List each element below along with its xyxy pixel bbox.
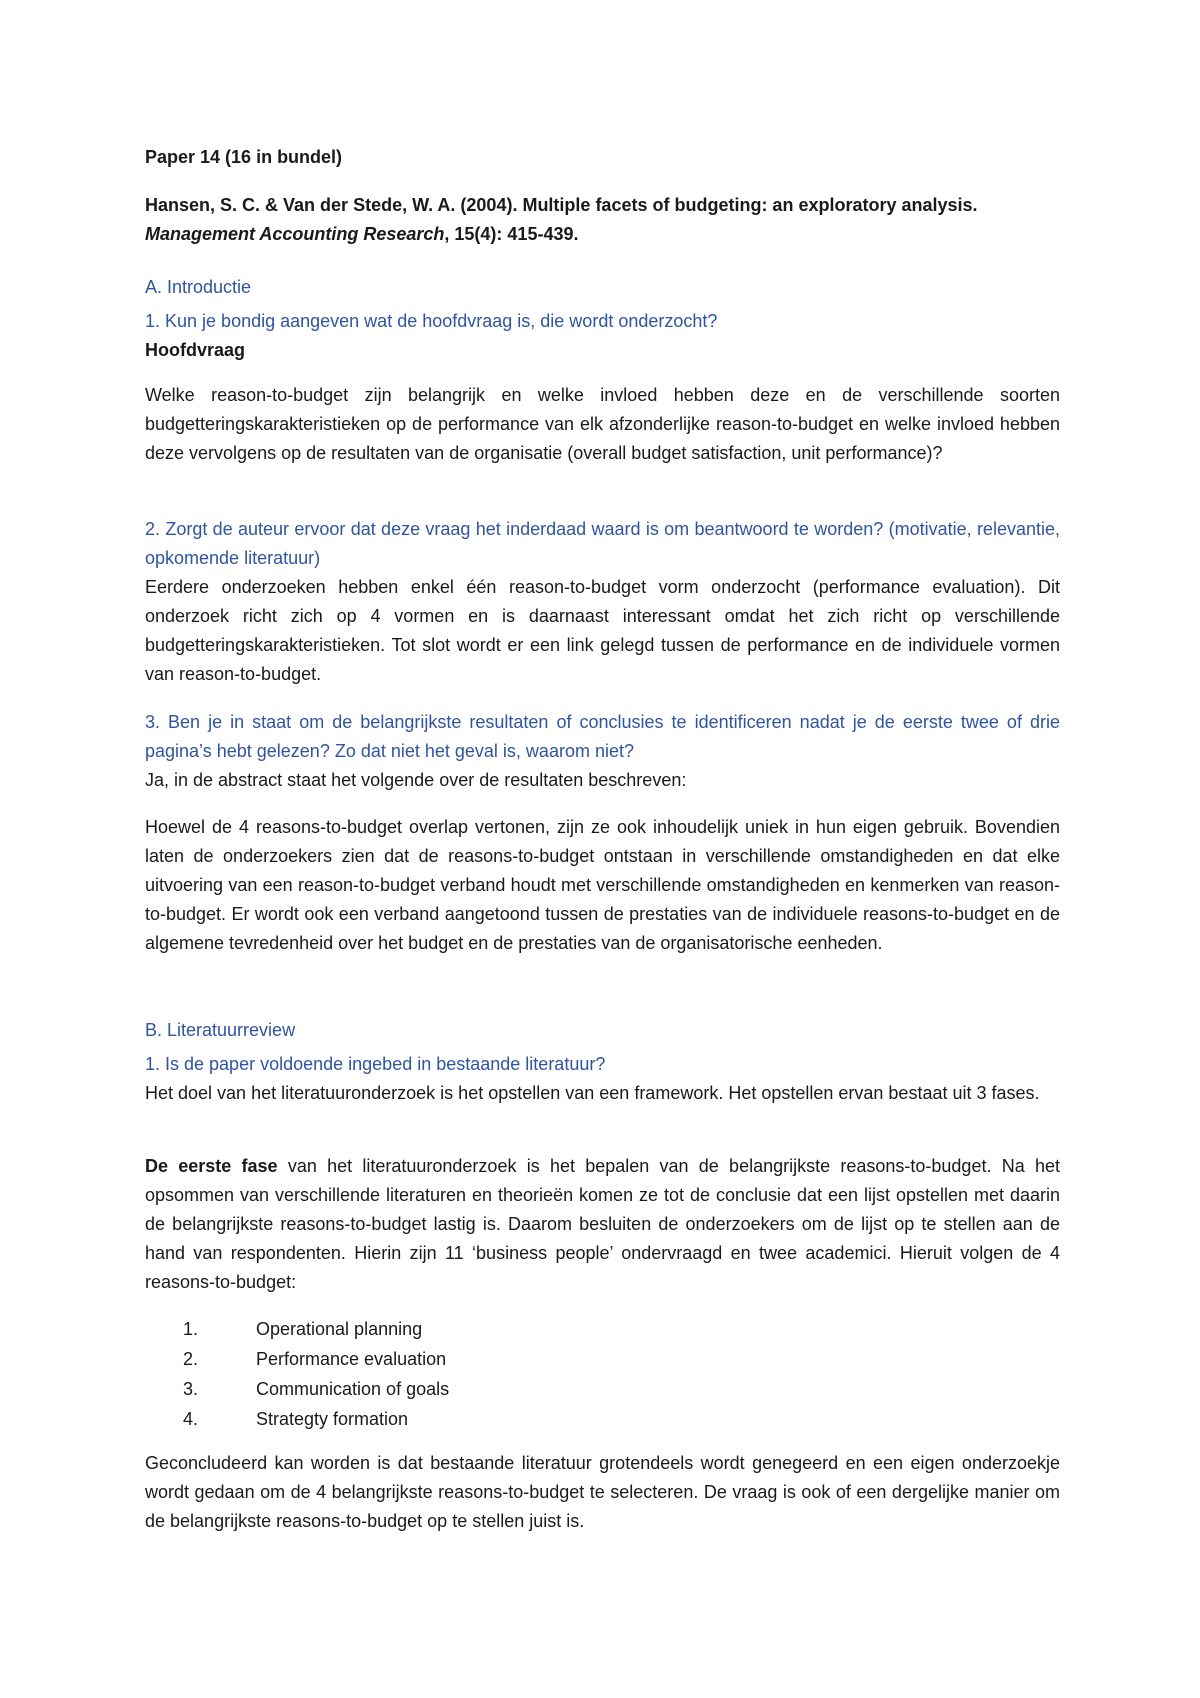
list-item: [183, 1314, 883, 1344]
section-b-question-1: 1. Is de paper voldoende ingebed in bestaande literatuur?: [145, 1054, 606, 1074]
citation-line-1: Hansen, S. C. & Van der Stede, W. A. (2004). Multiple facets of budgeting: an exploratory analysis.: [145, 195, 978, 215]
list-item: [183, 1404, 883, 1434]
hoofdvraag-label: Hoofdvraag: [145, 340, 246, 360]
list-item: [183, 1374, 883, 1404]
list-item-number: 1.: [183, 1319, 199, 1339]
section-b-q1-block: [145, 1050, 1060, 1108]
section-b-heading: B. Literatuurreview: [145, 1020, 296, 1040]
list-item-number: 2.: [183, 1349, 199, 1369]
list-item: [183, 1344, 883, 1374]
section-a-answer-2: Eerdere onderzoeken hebben enkel één reason-to-budget vorm onderzocht (performance evaluation). Dit onderzoek richt zich op 4 vormen en is daarnaast interessant omdat het zich richt op verschillende budgetteringskarakteristieken. Tot slot wordt er een link gelegd tussen de performance en de individuele vormen van reason-to-budget.: [145, 577, 1060, 684]
conclusion-paragraph: Geconcludeerd kan worden is dat bestaande literatuur grotendeels wordt genegeerd en een eigen onderzoekje wordt gedaan om de 4 belangrijkste reasons-to-budget te selecteren. De vraag is ook of een dergelijke manier om de belangrijkste reasons-to-budget op te stellen juist is.: [145, 1453, 1060, 1531]
list-item-label: Communication of goals: [256, 1379, 450, 1399]
section-a-q3-block: [145, 708, 1060, 795]
list-item-number: 4.: [183, 1409, 199, 1429]
phase-1-text: van het literatuuronderzoek is het bepalen van de belangrijkste reasons-to-budget. Na het opsommen van verschillende literaturen en theorieën komen ze tot de conclusie dat een lijst opstellen met daarin de belangrijkste reasons-to-budget lastig is. Daarom besluiten de onderzoekers om de lijst op te stellen aan de hand van respondenten. Hierin zijn 11 ‘business people’ ondervraagd en twee academici. Hieruit volgen de 4 reasons-to-budget:: [145, 1156, 1060, 1292]
section-a-question-1: 1. Kun je bondig aangeven wat de hoofdvraag is, die wordt onderzocht?: [145, 311, 718, 331]
section-a-heading: A. Introductie: [145, 277, 252, 297]
reasons-to-budget-list: [183, 1314, 883, 1434]
paper-title: Paper 14 (16 in bundel): [145, 147, 343, 167]
section-a-answer-3: Hoewel de 4 reasons-to-budget overlap vertonen, zijn ze ook inhoudelijk uniek in hun eigen gebruik. Bovendien laten de onderzoekers zien dat de reasons-to-budget ontstaan in verschillende omstandigheden en dat elke uitvoering van een reason-to-budget verband houdt met verschillende omstandigheden en kenmerken van reason-to-budget. Er wordt ook een verband aangetoond tussen de prestaties van de individuele reasons-to-budget en de algemene tevredenheid over het budget en de prestaties van de organisatorische eenheden.: [145, 817, 1060, 953]
section-a-question-3: 3. Ben je in staat om de belangrijkste resultaten of conclusies te identificeren nadat je de eerste twee of drie pagina’s hebt gelezen? Zo dat niet het geval is, waarom niet?: [145, 712, 1060, 761]
section-a-q2-block: [145, 515, 1060, 689]
citation: [145, 191, 1060, 249]
hoofdvraag-answer: Welke reason-to-budget zijn belangrijk en welke invloed hebben deze en de verschillende soorten budgetteringskarakteristieken op de performance van elk afzonderlijke reason-to-budget en welke invloed hebben deze vervolgens op de resultaten van de organisatie (overall budget satisfaction, unit performance)?: [145, 385, 1060, 463]
section-b-answer-1: Het doel van het literatuuronderzoek is het opstellen van een framework. Het opstellen ervan bestaat uit 3 fases.: [145, 1083, 1040, 1103]
section-a-q1-block: [145, 307, 1060, 365]
phase-1-label: De eerste fase: [145, 1156, 278, 1176]
list-item-label: Strategty formation: [256, 1409, 409, 1429]
citation-journal: Management Accounting Research: [145, 224, 445, 244]
section-a-question-2: 2. Zorgt de auteur ervoor dat deze vraag het inderdaad waard is om beantwoord te worden? (motivatie, relevantie, opkomende literatuur): [145, 519, 1060, 568]
citation-line-2: [145, 220, 1060, 249]
list-item-number: 3.: [183, 1379, 199, 1399]
list-item-label: Performance evaluation: [256, 1349, 447, 1369]
phase-1-paragraph: [145, 1152, 1060, 1297]
citation-rest: , 15(4): 415-439.: [444, 224, 579, 244]
section-a-answer-3-intro: Ja, in de abstract staat het volgende over de resultaten beschreven:: [145, 770, 687, 790]
list-item-label: Operational planning: [256, 1319, 423, 1339]
